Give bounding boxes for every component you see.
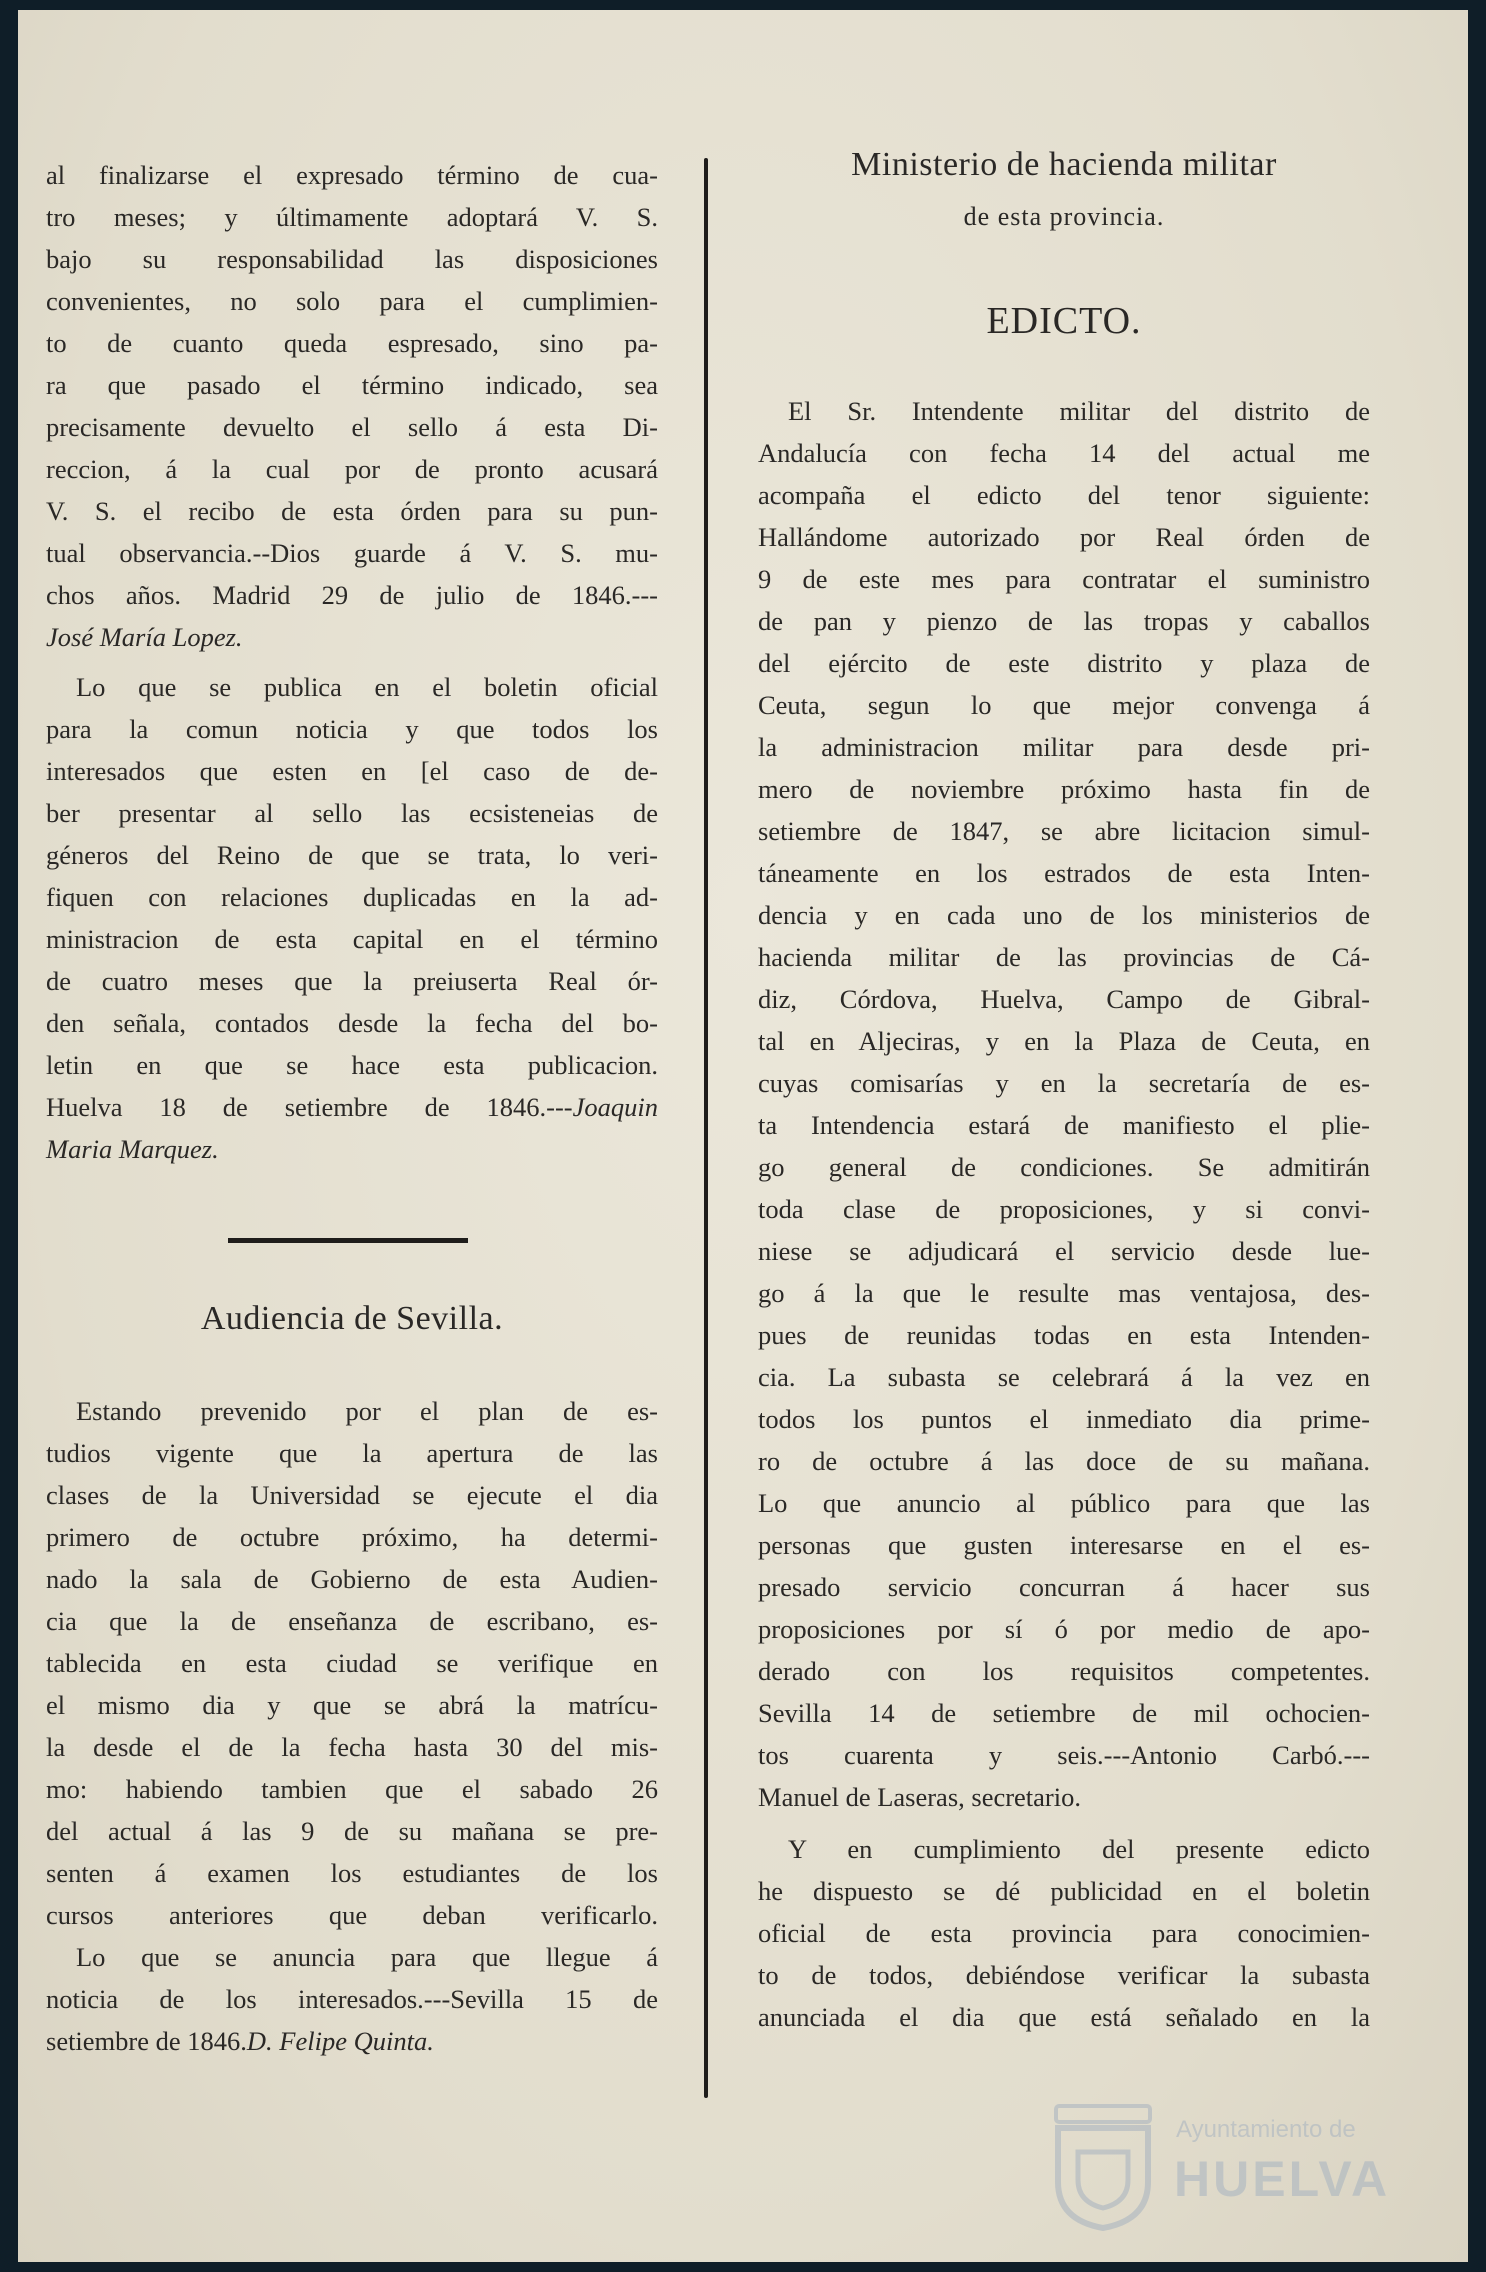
left-line-9: V. S. el recibo de esta órden para su pun- <box>46 496 658 526</box>
signature-quinta: D. Felipe Quinta. <box>246 2026 434 2056</box>
right-line-29: presado servicio concurran á hacer sus <box>758 1572 1370 1602</box>
right-line-25: todos los puntos el inmediato dia prime- <box>758 1404 1370 1434</box>
signature-marquez: Maria Marquez. <box>46 1134 219 1164</box>
left-line-6: ra que pasado el término indicado, sea <box>46 370 658 400</box>
final-line-sevilla <box>46 2028 658 2055</box>
left-line-26: nado la sala de Gobierno de esta Audien- <box>46 1564 658 1594</box>
right-line-19: go general de condiciones. Se admitirán <box>758 1152 1370 1182</box>
right-line-26: ro de octubre á las doce de su mañana. <box>758 1446 1370 1476</box>
left-line-29: el mismo dia y que se abrá la matrícu- <box>46 1690 658 1720</box>
final-line-text: setiembre de 1846. <box>46 2026 247 2056</box>
right-line-35: Y en cumplimiento del presente edicto <box>788 1834 1370 1864</box>
edicto-heading: EDICTO. <box>986 300 1142 342</box>
left-line-22: Estando prevenido por el plan de es- <box>76 1396 658 1426</box>
right-line-31: derado con los requisitos competentes. <box>758 1656 1370 1686</box>
right-line-3: acompaña el edicto del tenor siguiente: <box>758 480 1370 510</box>
left-line-8: reccion, á la cual por de pronto acusará <box>46 454 658 484</box>
left-line-27: cia que la de enseñanza de escribano, es- <box>46 1606 658 1636</box>
right-line-34: Manuel de Laseras, secretario. <box>758 1782 1081 1812</box>
left-line-7: precisamente devuelto el sello á esta Di- <box>46 412 658 442</box>
right-line-28: personas que gusten interesarse en el es- <box>758 1530 1370 1560</box>
left-line-35: Lo que se anuncia para que llegue á <box>76 1942 658 1972</box>
right-line-4: Hallándome autorizado por Real órden de <box>758 522 1370 552</box>
right-line-30: proposiciones por sí ó por medio de apo- <box>758 1614 1370 1644</box>
left-line-11: chos años. Madrid 29 de julio de 1846.--- <box>46 580 658 610</box>
watermark-subtitle: Ayuntamiento de <box>1176 2116 1356 2143</box>
ministerio-subtitle: de esta provincia. <box>963 202 1165 231</box>
signature-lopez: José María Lopez. <box>46 622 243 652</box>
right-line-14: hacienda militar de las provincias de Cá- <box>758 942 1370 972</box>
right-line-21: niese se adjudicará el servicio desde lue- <box>758 1236 1370 1266</box>
date-line-text: Huelva 18 de setiembre de 1846.--- <box>46 1092 573 1122</box>
left-line-1: al finalizarse el expresado término de cua- <box>46 160 658 190</box>
left-line-28: tablecida en esta ciudad se verifique en <box>46 1648 658 1678</box>
audiencia-title: Audiencia de Sevilla. <box>200 1300 504 1337</box>
right-line-23: pues de reunidas todas en esta Intenden- <box>758 1320 1370 1350</box>
left-line-12: Lo que se publica en el boletin oficial <box>76 672 658 702</box>
right-line-36: he dispuesto se dé publicidad en el boletin <box>758 1876 1370 1906</box>
left-line-25: primero de octubre próximo, ha determi- <box>46 1522 658 1552</box>
left-line-18: ministracion de esta capital en el término <box>46 924 658 954</box>
crest-icon <box>1048 2102 1158 2232</box>
right-line-2: Andalucía con fecha 14 del actual me <box>758 438 1370 468</box>
left-line-21: letin en que se hace esta publicacion. <box>46 1050 658 1080</box>
left-line-16: géneros del Reino de que se trata, lo veri- <box>46 840 658 870</box>
left-line-31: mo: habiendo tambien que el sabado 26 <box>46 1774 658 1804</box>
right-line-10: mero de noviembre próximo hasta fin de <box>758 774 1370 804</box>
right-line-17: cuyas comisarías y en la secretaría de es- <box>758 1068 1370 1098</box>
left-line-14: interesados que esten en [el caso de de- <box>46 756 658 786</box>
right-line-16: tal en Aljeciras, y en la Plaza de Ceuta, en <box>758 1026 1370 1056</box>
left-line-4: convenientes, no solo para el cumplimien- <box>46 286 658 316</box>
ministerio-title: Ministerio de hacienda militar <box>851 146 1277 183</box>
right-line-11: setiembre de 1847, se abre licitacion simul- <box>758 816 1370 846</box>
left-line-24: clases de la Universidad se ejecute el dia <box>46 1480 658 1510</box>
right-line-18: ta Intendencia estará de manifiesto el plie- <box>758 1110 1370 1140</box>
ayuntamiento-huelva-watermark <box>1048 2102 1391 2242</box>
right-line-13: dencia y en cada uno de los ministerios de <box>758 900 1370 930</box>
right-line-27: Lo que anuncio al público para que las <box>758 1488 1370 1518</box>
left-line-2: tro meses; y últimamente adoptará V. S. <box>46 202 658 232</box>
left-line-10: tual observancia.--Dios guarde á V. S. mu- <box>46 538 658 568</box>
right-line-6: de pan y pienzo de las tropas y caballos <box>758 606 1370 636</box>
column-divider <box>704 158 708 2098</box>
left-line-19: de cuatro meses que la preiuserta Real ór- <box>46 966 658 996</box>
left-line-34: cursos anteriores que deban verificarlo. <box>46 1900 658 1930</box>
right-line-37: oficial de esta provincia para conocimien- <box>758 1918 1370 1948</box>
document-page <box>18 10 1468 2262</box>
left-line-32: del actual á las 9 de su mañana se pre- <box>46 1816 658 1846</box>
left-line-15: ber presentar al sello las ecsisteneias de <box>46 798 658 828</box>
right-line-39: anunciada el dia que está señalado en la <box>758 2002 1370 2032</box>
right-line-20: toda clase de proposiciones, y si convi- <box>758 1194 1370 1224</box>
left-line-36: noticia de los interesados.---Sevilla 15 de <box>46 1984 658 2014</box>
right-line-32: Sevilla 14 de setiembre de mil ochocien- <box>758 1698 1370 1728</box>
right-line-33: tos cuarenta y seis.---Antonio Carbó.--- <box>758 1740 1370 1770</box>
left-line-5: to de cuanto queda espresado, sino pa- <box>46 328 658 358</box>
right-line-24: cia. La subasta se celebrará á la vez en <box>758 1362 1370 1392</box>
left-line-30: la desde el de la fecha hasta 30 del mis- <box>46 1732 658 1762</box>
right-line-1: El Sr. Intendente militar del distrito de <box>788 396 1370 426</box>
left-line-23: tudios vigente que la apertura de las <box>46 1438 658 1468</box>
date-line-signature: Joaquin <box>572 1092 658 1122</box>
left-line-20: den señala, contados desde la fecha del bo- <box>46 1008 658 1038</box>
watermark-title: HUELVA <box>1174 2151 1391 2207</box>
right-line-9: la administracion militar para desde pri- <box>758 732 1370 762</box>
right-line-12: táneamente en los estrados de esta Inten- <box>758 858 1370 888</box>
right-line-8: Ceuta, segun lo que mejor convenga á <box>758 690 1370 720</box>
left-line-17: fiquen con relaciones duplicadas en la ad- <box>46 882 658 912</box>
left-line-3: bajo su responsabilidad las disposiciones <box>46 244 658 274</box>
right-line-38: to de todos, debiéndose verificar la subasta <box>758 1960 1370 1990</box>
section-divider <box>228 1238 468 1243</box>
right-line-22: go á la que le resulte mas ventajosa, des- <box>758 1278 1370 1308</box>
right-line-15: diz, Córdova, Huelva, Campo de Gibral- <box>758 984 1370 1014</box>
date-line-huelva <box>46 1094 658 1121</box>
right-line-7: del ejército de este distrito y plaza de <box>758 648 1370 678</box>
left-line-33: senten á examen los estudiantes de los <box>46 1858 658 1888</box>
left-line-13: para la comun noticia y que todos los <box>46 714 658 744</box>
right-line-5: 9 de este mes para contratar el suministro <box>758 564 1370 594</box>
